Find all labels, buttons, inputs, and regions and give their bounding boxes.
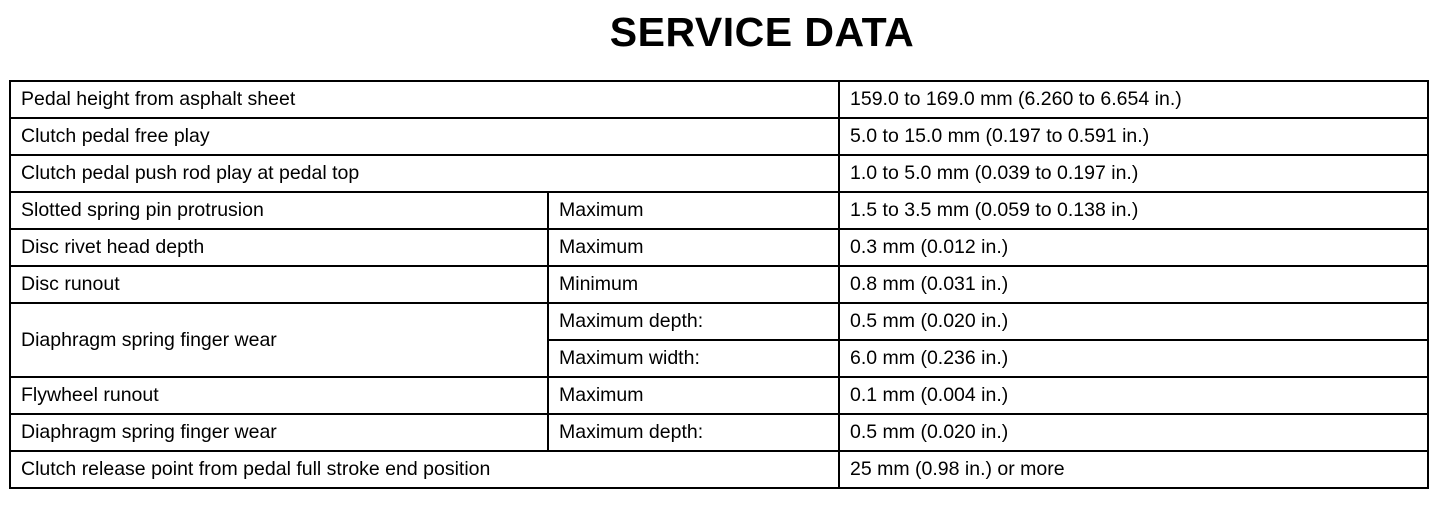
table-row — [10, 303, 1428, 340]
service-data-table — [9, 80, 1429, 489]
table-row — [10, 266, 1428, 303]
item-cell: Pedal height from asphalt sheet — [10, 81, 839, 118]
condition-cell: Maximum depth: — [548, 303, 839, 340]
item-cell: Clutch release point from pedal full stroke end position — [10, 451, 839, 488]
condition-cell: Maximum depth: — [548, 414, 839, 451]
condition-cell: Maximum — [548, 229, 839, 266]
value-cell: 5.0 to 15.0 mm (0.197 to 0.591 in.) — [839, 118, 1428, 155]
condition-cell: Maximum — [548, 377, 839, 414]
value-cell: 0.5 mm (0.020 in.) — [839, 303, 1428, 340]
value-cell: 1.0 to 5.0 mm (0.039 to 0.197 in.) — [839, 155, 1428, 192]
condition-cell: Maximum — [548, 192, 839, 229]
value-cell: 1.5 to 3.5 mm (0.059 to 0.138 in.) — [839, 192, 1428, 229]
table-row — [10, 192, 1428, 229]
item-cell: Diaphragm spring finger wear — [10, 414, 548, 451]
table-row — [10, 118, 1428, 155]
page-title: SERVICE DATA — [609, 9, 915, 55]
value-cell: 0.8 mm (0.031 in.) — [839, 266, 1428, 303]
value-cell: 25 mm (0.98 in.) or more — [839, 451, 1428, 488]
table-row — [10, 155, 1428, 192]
value-cell: 6.0 mm (0.236 in.) — [839, 340, 1428, 377]
value-cell: 0.3 mm (0.012 in.) — [839, 229, 1428, 266]
table-row — [10, 81, 1428, 118]
value-cell: 159.0 to 169.0 mm (6.260 to 6.654 in.) — [839, 81, 1428, 118]
item-cell: Clutch pedal free play — [10, 118, 839, 155]
value-cell: 0.5 mm (0.020 in.) — [839, 414, 1428, 451]
table-row — [10, 229, 1428, 266]
table-row — [10, 377, 1428, 414]
item-cell: Diaphragm spring finger wear — [10, 303, 548, 377]
table-row — [10, 451, 1428, 488]
item-cell: Clutch pedal push rod play at pedal top — [10, 155, 839, 192]
table-row — [10, 414, 1428, 451]
condition-cell: Maximum width: — [548, 340, 839, 377]
value-cell: 0.1 mm (0.004 in.) — [839, 377, 1428, 414]
condition-cell: Minimum — [548, 266, 839, 303]
item-cell: Flywheel runout — [10, 377, 548, 414]
item-cell: Disc rivet head depth — [10, 229, 548, 266]
item-cell: Disc runout — [10, 266, 548, 303]
item-cell: Slotted spring pin protrusion — [10, 192, 548, 229]
